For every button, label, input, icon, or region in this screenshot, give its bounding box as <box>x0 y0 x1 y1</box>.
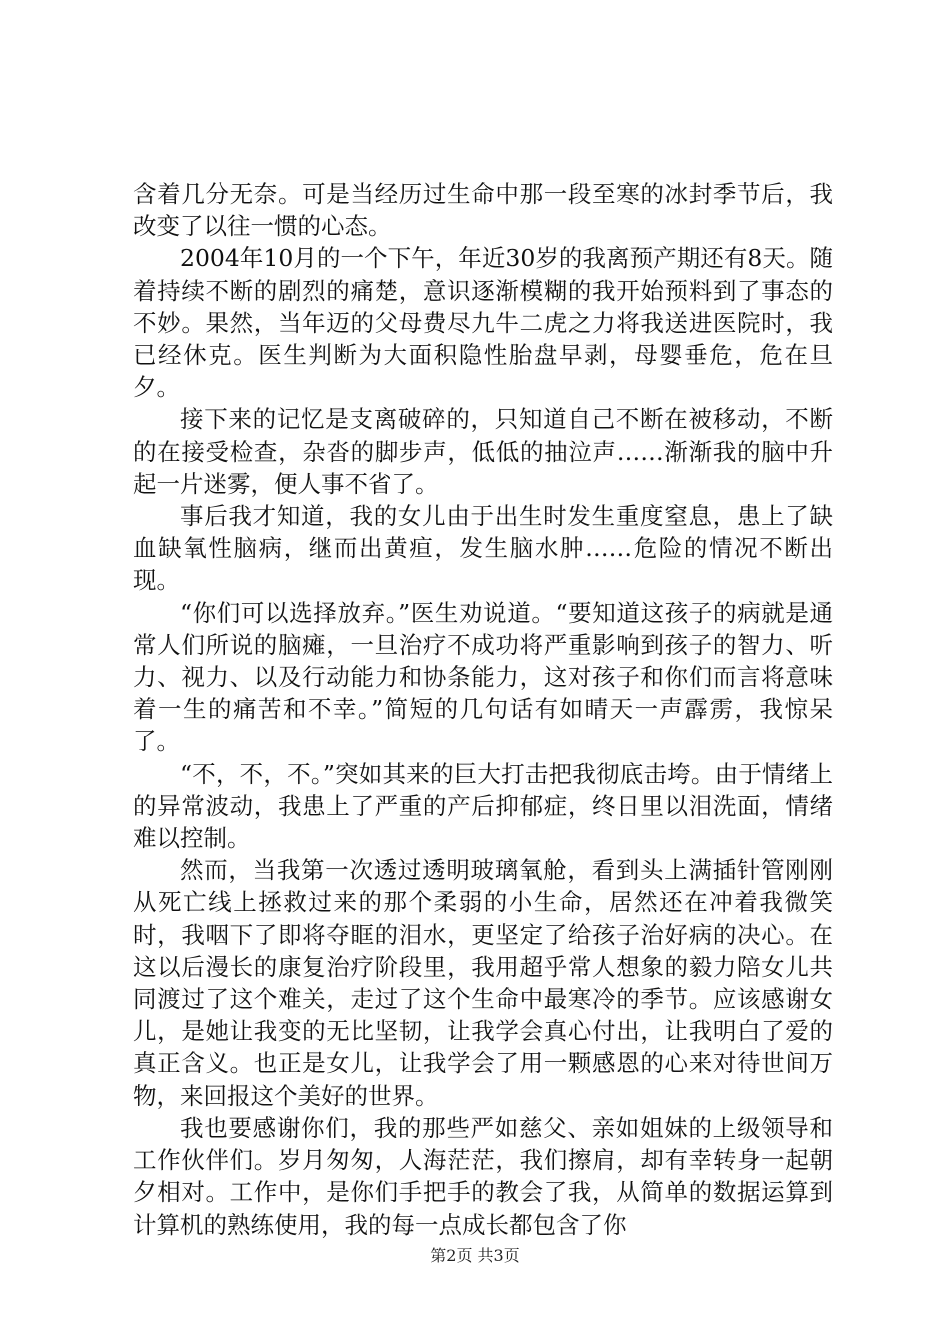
paragraph-depression: “不，不，不。”突如其来的巨大打击把我彻底击垮。由于情绪上的异常波动，我患上了严重的产后抑郁症，终日里以泪洗面，情绪难以控制。 <box>133 759 833 853</box>
document-body <box>133 178 833 1241</box>
paragraph-memory: 接下来的记忆是支离破碎的，只知道自己不断在被移动，不断的在接受检查，杂沓的脚步声，低低的抽泣声……渐渐我的脑中升起一片迷雾，便人事不省了。 <box>133 405 833 498</box>
paragraph-doctor-advice: “你们可以选择放弃。”医生劝说道。“要知道这孩子的病就是通常人们所说的脑瘫，一旦治疗不成功将严重影响到孩子的智力、听力、视力、以及行动能力和协条能力，这对孩子和你们而言将意味着一生的痛苦和不幸。”简短的几句话有如晴天一声霹雳，我惊呆了。 <box>133 598 833 756</box>
page-number-footer: 第2页 共3页 <box>430 1246 520 1265</box>
paragraph-continuation: 含着几分无奈。可是当经历过生命中那一段至寒的冰封季节后，我改变了以往一惯的心态。 <box>133 180 833 241</box>
paragraph-2004-labor: 2004年10月的一个下午，年近30岁的我离预产期还有8天。随着持续不断的剧烈的痛楚，意识逐渐模糊的我开始预料到了事态的不妙。果然，当年迈的父母费尽九牛二虎之力将我送进医院时，我已经休克。医生判断为大面积隐性胎盘早剥，母婴垂危，危在旦夕。 <box>133 244 833 402</box>
paragraph-daughter-illness: 事后我才知道，我的女儿由于出生时发生重度窒息，患上了缺血缺氧性脑病，继而出黄疸，发生脑水肿……危险的情况不断出现。 <box>133 502 833 595</box>
paragraph-resolve: 然而，当我第一次透过透明玻璃氧舱，看到头上满插针管刚刚从死亡线上拯救过来的那个柔弱的小生命，居然还在冲着我微笑时，我咽下了即将夺眶的泪水，更坚定了给孩子治好病的决心。在这以后漫长的康复治疗阶段里，我用超乎常人想象的毅力陪女儿共同渡过了这个难关，走过了这个生命中最寒冷的季节。应该感谢女儿，是她让我变的无比坚韧，让我学会真心付出，让我明白了爱的真正含义。也正是女儿，让我学会了用一颗感恩的心来对待世间万物，来回报这个美好的世界。 <box>133 856 833 1110</box>
paragraph-colleagues: 我也要感谢你们，我的那些严如慈父、亲如姐妹的上级领导和工作伙伴们。岁月匆匆，人海茫茫，我们擦肩，却有幸转身一起朝夕相对。工作中，是你们手把手的教会了我，从简单的数据运算到计算机的熟练使用，我的每一点成长都包含了你 <box>133 1113 833 1239</box>
